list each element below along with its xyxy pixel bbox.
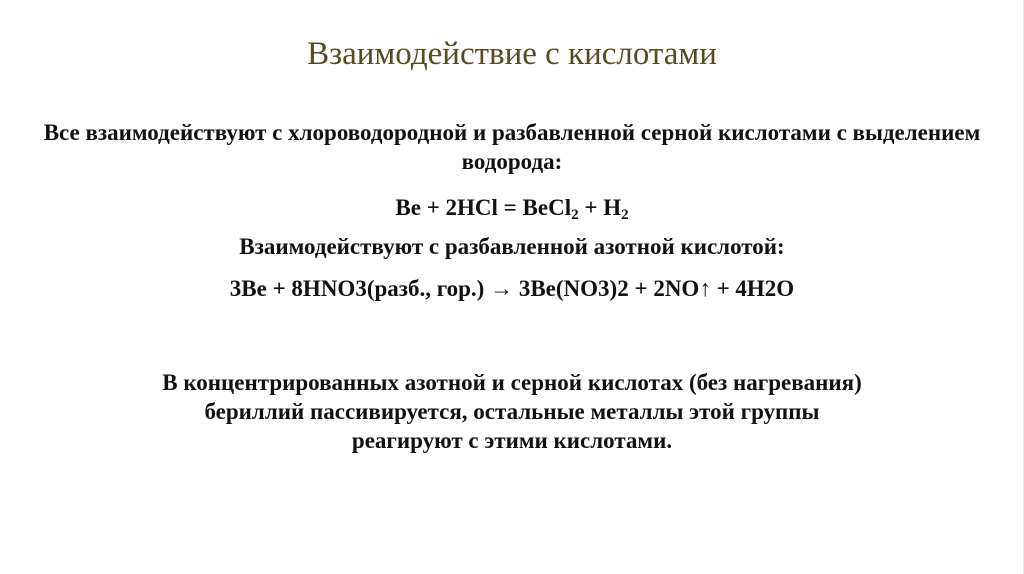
equation-hcl (40, 193, 984, 222)
conclusion-line-2: бериллий пассивируется, остальные металлы этой группы (204, 399, 820, 424)
conclusion-line-1: В концентрированных азотной и серной кислотах (без нагревания) (162, 370, 862, 395)
slide-title: Взаимодействие с кислотами (307, 36, 717, 72)
equation-hcl-part2: + H (578, 195, 622, 220)
equation-hcl-sub2: 2 (621, 207, 629, 223)
nitric-acid-intro: Взаимодействуют с разбавленной азотной кислотой: (239, 234, 785, 259)
conclusion-line-3: реагируют с этими кислотами. (351, 428, 673, 453)
equation-hcl-sub1: 2 (571, 207, 579, 223)
intro-text: Все взаимодействуют с хлороводородной и разбавленной серной кислотами с выделением водорода: (43, 120, 981, 174)
equation-hno3: 3Be + 8HNO3(разб., гор.) → 3Be(NO3)2 + 2NO↑ + 4H2O (229, 276, 795, 301)
conclusion-text (40, 368, 984, 455)
equation-hcl-part1: Be + 2HCl = BeCl (395, 195, 572, 220)
